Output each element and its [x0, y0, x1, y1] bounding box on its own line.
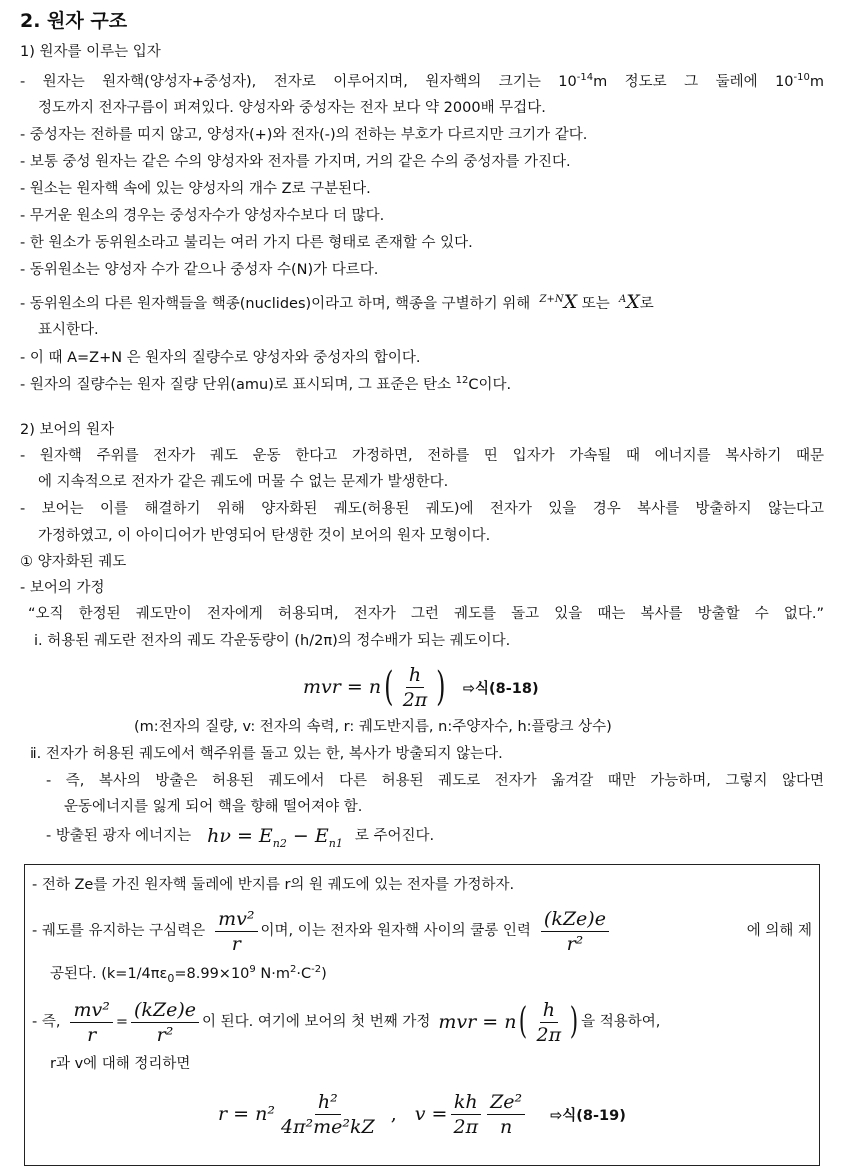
denominator: r² — [566, 932, 584, 955]
text: 이며, 이는 전자와 원자핵 사이의 쿨롱 인력 — [260, 923, 531, 939]
denominator: r — [87, 1023, 97, 1046]
numerator: h — [406, 664, 424, 688]
text: - 방출된 광자 에너지는 — [46, 828, 192, 844]
numerator: kh — [451, 1091, 481, 1115]
text: m — [809, 74, 824, 90]
text: - 궤도를 유지하는 구심력은 — [32, 923, 206, 939]
right-paren: ) — [436, 664, 446, 710]
section1-bullet-2: - 중성자는 전하를 띠지 않고, 양성자(+)와 전자(-)의 전하는 부호가 다르지만 크기가 같다. — [20, 127, 588, 143]
centripetal-force-fraction — [215, 908, 257, 955]
assumption-item-2-sub-2 — [46, 825, 435, 850]
text: ·C — [296, 966, 312, 982]
box-line-3 — [50, 964, 327, 984]
section1-bullet-5: - 무거운 원소의 경우는 중성자수가 양성자수보다 더 많다. — [20, 208, 385, 224]
denominator: n — [499, 1115, 513, 1138]
bohr-quote: “오직 한정된 궤도만이 전자에게 허용되며, 전자가 그런 궤도를 돌고 있을 때는 복사를 방출할 수 없다.” — [28, 606, 824, 622]
exponent: 9 — [249, 964, 256, 976]
text: 또는 — [581, 296, 610, 312]
text: 로 — [639, 296, 654, 312]
section1-bullet-1-cont: 정도까지 전자구름이 퍼져있다. 양성자와 중성자는 전자 보다 약 2000배 무겁다. — [38, 100, 546, 116]
velocity-lhs: v = — [414, 1103, 448, 1125]
radius-lhs: r = n² — [218, 1103, 275, 1125]
subscript: n1 — [328, 836, 343, 850]
denominator: r — [231, 932, 241, 955]
equals: = — [115, 1014, 128, 1030]
subscript: n2 — [272, 836, 287, 850]
box-line-2 — [32, 906, 812, 956]
left-paren: ( — [384, 664, 394, 710]
section1-bullet-10 — [20, 375, 511, 395]
section2-para-2: - 보어는 이를 해결하기 위해 양자화된 궤도(허용된 궤도)에 전자가 있을 경우 복사를 방출하지 않는다고 — [20, 501, 824, 517]
section1-bullet-8 — [20, 292, 654, 314]
page-title: 2. 원자 구조 — [20, 10, 128, 32]
subsection-heading: ① 양자화된 궤도 — [20, 554, 127, 570]
photon-energy-equation — [207, 825, 343, 850]
denominator: 2π — [402, 688, 428, 711]
section1-bullet-3: - 보통 중성 원자는 같은 수의 양성자와 전자를 가지며, 거의 같은 수의 중성자를 가진다. — [20, 154, 571, 170]
velocity-fraction-2 — [487, 1091, 525, 1138]
fraction — [400, 664, 431, 711]
section1-bullet-4: - 원소는 원자핵 속에 있는 양성자의 개수 Z로 구분된다. — [20, 181, 371, 197]
denominator: 2π — [453, 1115, 479, 1138]
equation-reference: ⇨식(8-19) — [550, 1107, 626, 1124]
text: C이다. — [468, 377, 512, 393]
text: 이 된다. 여기에 보어의 첫 번째 가정 — [202, 1014, 431, 1030]
text: =8.99×10 — [174, 966, 250, 982]
numerator: h² — [315, 1091, 341, 1115]
element-symbol: X — [626, 291, 640, 313]
left-paren: ( — [519, 1001, 528, 1042]
denominator: 2π — [536, 1023, 562, 1046]
mass-number: 12 — [455, 375, 469, 387]
text: 로 주어진다. — [354, 828, 435, 844]
bohr-assumption-label: - 보어의 가정 — [20, 580, 105, 596]
text: m 정도로 그 둘레에 10 — [593, 74, 794, 90]
assumption-item-2: ⅱ. 전자가 허용된 궤도에서 핵주위를 돌고 있는 한, 복사가 방출되지 않는다. — [30, 746, 503, 762]
section2-para-2-cont: 가정하였고, 이 아이디어가 반영되어 탄생한 것이 보어의 원자 모형이다. — [38, 528, 491, 544]
fraction — [534, 999, 565, 1046]
text: - 원자의 질량수는 원자 질량 단위(amu)로 표시되며, 그 표준은 탄소 — [20, 377, 452, 393]
numerator: Ze² — [487, 1091, 525, 1115]
assumption-item-1: ⅰ. 허용된 궤도란 전자의 궤도 각운동량이 (h/2π)의 정수배가 되는 궤도이다. — [34, 633, 511, 649]
assumption-item-2-sub-1: - 즉, 복사의 방출은 허용된 궤도에서 다른 허용된 궤도로 전자가 옮겨갈 때만 가능하며, 그렇지 않다면 — [46, 773, 824, 789]
numerator: mv² — [70, 999, 112, 1023]
equation-8-19 — [218, 1084, 626, 1144]
denominator: 4π²me²kZ — [280, 1115, 375, 1138]
exponent: 2 — [289, 964, 297, 976]
text: - 즉, — [32, 1014, 61, 1030]
velocity-fraction-1 — [450, 1091, 481, 1138]
section1-heading: 1) 원자를 이루는 입자 — [20, 44, 161, 60]
radius-fraction — [278, 1091, 378, 1138]
fraction — [70, 999, 112, 1046]
coulomb-force-fraction — [541, 908, 609, 955]
numerator: (kZe)e — [541, 908, 609, 932]
box-line-4 — [32, 994, 660, 1050]
text: - 원자는 원자핵(양성자+중성자), 전자로 이루어지며, 원자핵의 크기는 10 — [20, 74, 577, 90]
subscript: 0 — [167, 971, 175, 985]
equation-lhs: mvr = n — [438, 1011, 517, 1033]
denominator: r² — [156, 1023, 174, 1046]
numerator: mv² — [215, 908, 257, 932]
section2-para-1: - 원자핵 주위를 전자가 궤도 운동 한다고 가정하면, 전하를 띤 입자가 가속될 때 에너지를 복사하기 때문 — [20, 448, 824, 464]
text: 공된다. (k=1/4πε — [50, 966, 168, 982]
eq-part: − E — [286, 825, 329, 847]
variable-legend: (m:전자의 질량, v: 전자의 속력, r: 궤도반지름, n:주양자수, h:플랑크 상수) — [134, 719, 612, 735]
text: - 동위원소의 다른 원자핵들을 핵종(nuclides)이라고 하며, 핵종을 구별하기 위해 — [20, 296, 531, 312]
box-line-5: r과 v에 대해 정리하면 — [50, 1056, 191, 1072]
equation-reference: ⇨식(8-18) — [462, 680, 539, 697]
element-symbol: X — [563, 291, 578, 313]
section1-bullet-9: - 이 때 A=Z+N 은 원자의 질량수로 양성자와 중성자의 합이다. — [20, 350, 421, 366]
section1-bullet-1 — [20, 72, 824, 92]
isotope-superscript: A — [618, 294, 627, 306]
text: ) — [321, 966, 327, 982]
equation-8-18 — [303, 658, 539, 716]
section1-bullet-8-cont: 표시한다. — [38, 322, 99, 338]
box-line-1: - 전하 Ze를 가진 원자핵 둘레에 반지름 r의 원 궤도에 있는 전자를 가정하자. — [32, 877, 515, 893]
exponent: -10 — [793, 72, 810, 84]
exponent: -14 — [576, 72, 594, 84]
assumption-item-2-sub-1-cont: 운동에너지를 잃게 되어 핵을 향해 떨어져야 함. — [64, 799, 363, 815]
eq-part: hν = E — [207, 825, 273, 847]
equation-lhs: mvr = n — [303, 676, 382, 698]
section1-bullet-6: - 한 원소가 동위원소라고 불리는 여러 가지 다른 형태로 존재할 수 있다. — [20, 235, 473, 251]
right-paren: ) — [569, 1001, 579, 1042]
numerator: (kZe)e — [131, 999, 199, 1023]
section2-para-1-cont: 에 지속적으로 전자가 같은 궤도에 머물 수 없는 문제가 발생한다. — [38, 474, 449, 490]
exponent: -2 — [311, 964, 322, 976]
text: N·m — [255, 966, 290, 982]
text: 을 적용하여, — [581, 1014, 661, 1030]
isotope-superscript: Z+N — [539, 294, 564, 306]
numerator: h — [540, 999, 558, 1023]
text: 에 의해 제 — [746, 923, 812, 939]
section1-bullet-7: - 동위원소는 양성자 수가 같으나 중성자 수(N)가 다르다. — [20, 262, 379, 278]
fraction — [131, 999, 199, 1046]
separator: , — [390, 1103, 397, 1125]
section2-heading: 2) 보어의 원자 — [20, 422, 115, 438]
